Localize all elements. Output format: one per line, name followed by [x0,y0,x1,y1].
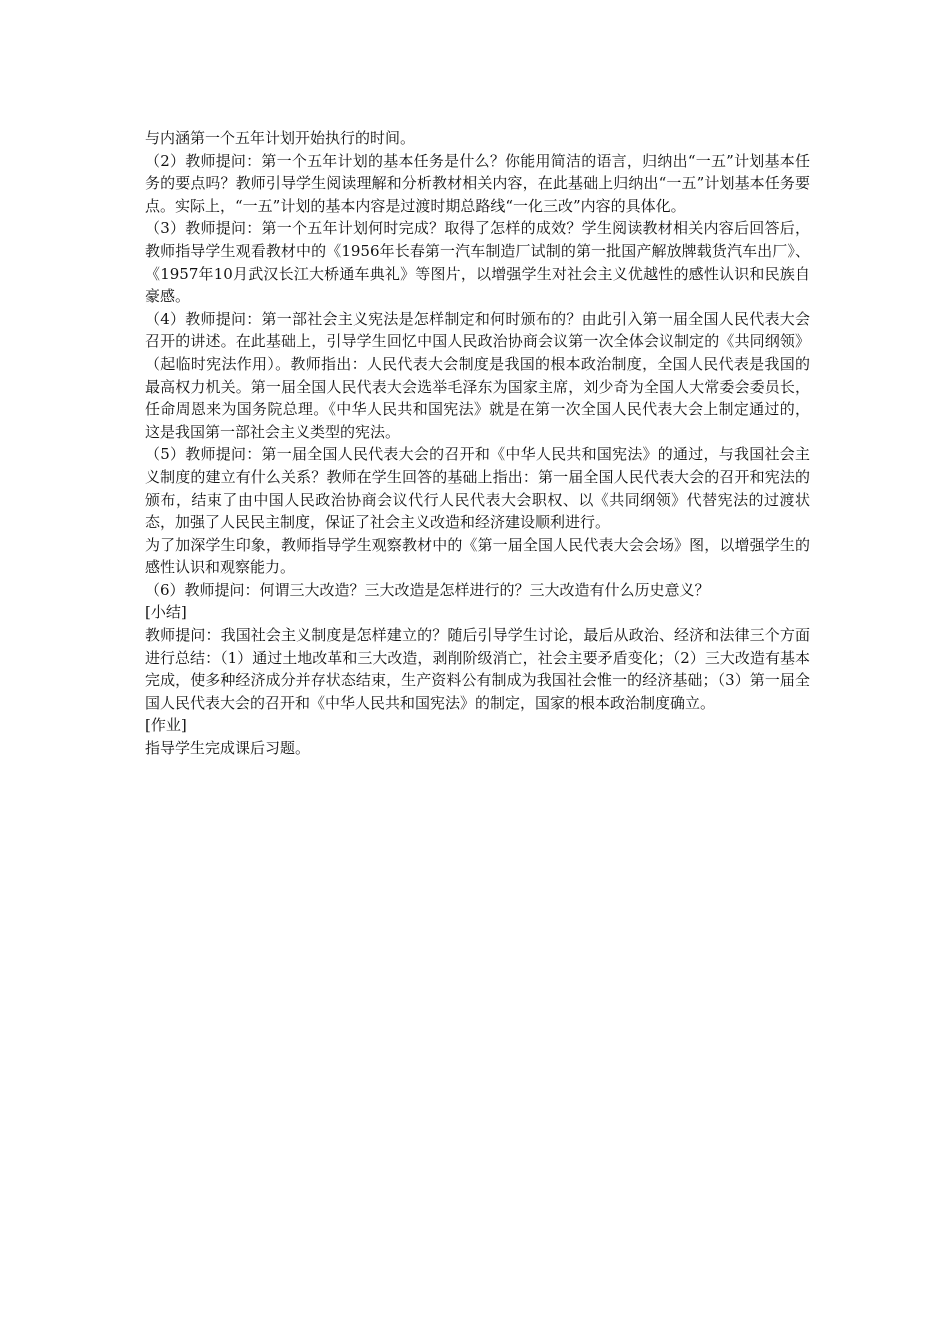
paragraph-question-2: （2）教师提问：第一个五年计划的基本任务是什么？你能用简洁的语言，归纳出“一五”计划基本任务的要点吗？教师引导学生阅读理解和分析教材相关内容，在此基础上归纳出“一五”计划基本任务要点。实际上，“一五”计划的基本内容是过渡时期总路线“一化三改”内容的具体化。 [145,151,810,215]
paragraph-question-5: （5）教师提问：第一届全国人民代表大会的召开和《中华人民共和国宪法》的通过，与我国社会主义制度的建立有什么关系？教师在学生回答的基础上指出：第一届全国人民代表大会的召开和宪法的颁布，结束了由中国人民政治协商会议代行人民代表大会职权、以《共同纲领》代替宪法的过渡状态，加强了人民民主制度，保证了社会主义改造和经济建设顺利进行。 [145,445,810,532]
paragraph-question-4: （4）教师提问：第一部社会主义宪法是怎样制定和何时颁布的？由此引入第一届全国人民代表大会召开的讲述。在此基础上，引导学生回忆中国人民政治协商会议第一次全体会议制定的《共同纲领》（起临时宪法作用）。教师指出：人民代表大会制度是我国的根本政治制度，全国人民代表是我国的最高权力机关。第一届全国人民代表大会选举毛泽东为国家主席，刘少奇为全国人大常委会委员长，任命周恩来为国务院总理。《中华人民共和国宪法》就是在第一次全国人民代表大会上制定通过的，这是我国第一部社会主义类型的宪法。 [145,309,810,441]
paragraph-homework: 指导学生完成课后习题。 [145,739,311,758]
paragraph-summary: 教师提问：我国社会主义制度是怎样建立的？随后引导学生讨论，最后从政治、经济和法律三个方面进行总结：（1）通过土地改革和三大改造，剥削阶级消亡，社会主要矛盾变化；（2）三大改造有基本完成，使多种经济成分并存状态结束，生产资料公有制成为我国社会惟一的经济基础；（3）第一届全国人民代表大会的召开和《中华人民共和国宪法》的制定，国家的根本政治制度确立。 [145,626,810,712]
paragraph-question-3: （3）教师提问：第一个五年计划何时完成？取得了怎样的成效？学生阅读教材相关内容后回答后，教师指导学生观看教材中的《1956年长春第一汽车制造厂试制的第一批国产解放牌载货汽车出厂》、《1957年10月武汉长江大桥通车典礼》等图片，以增强学生对社会主义优越性的感性认识和民族自豪感。 [145,219,810,306]
paragraph-observation: 为了加深学生印象，教师指导学生观察教材中的《第一届全国人民代表大会会场》图，以增强学生的感性认识和观察能力。 [145,535,810,577]
section-heading-summary: [小结] [145,603,187,622]
section-heading-homework: [作业] [145,716,187,735]
document-body [145,127,810,760]
paragraph-continuation: 与内涵第一个五年计划开始执行的时间。 [145,129,416,147]
paragraph-question-6: （6）教师提问：何谓三大改造？三大改造是怎样进行的？三大改造有什么历史意义？ [145,580,710,599]
